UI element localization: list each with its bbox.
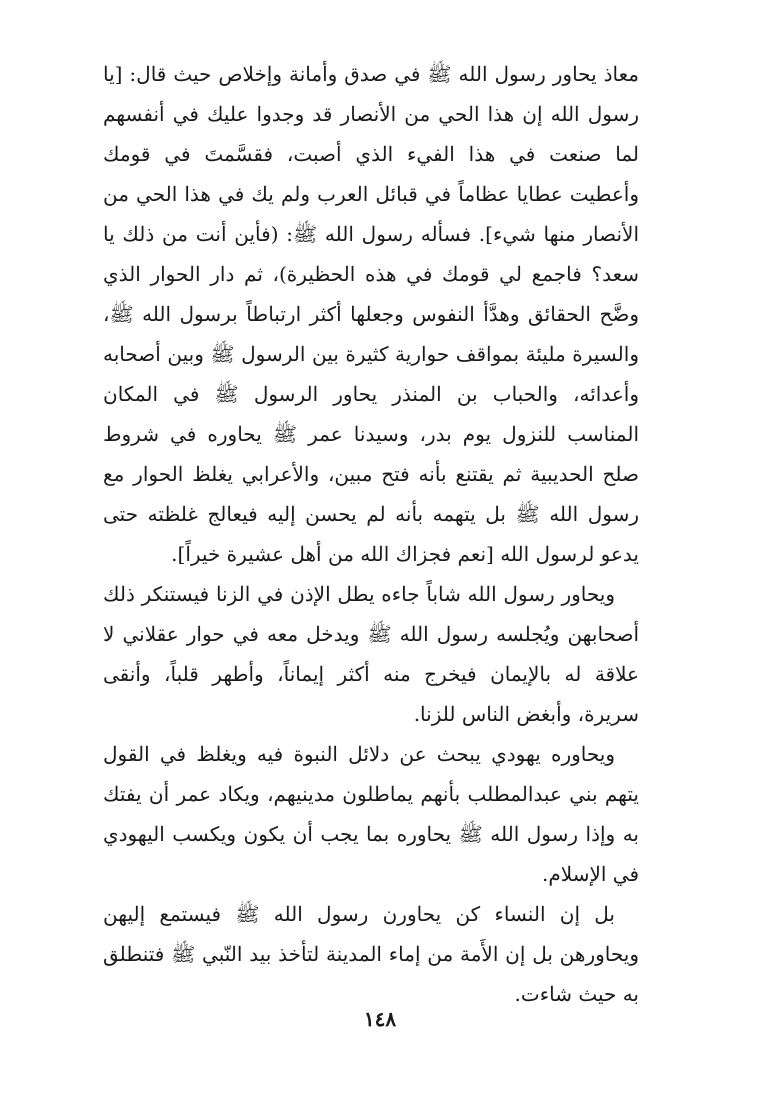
body-text: [103, 54, 639, 1014]
paragraph-3: ويحاوره يهودي يبحث عن دلائل النبوة فيه ويغلظ في القول يتهم بني عبدالمطلب بأنهم يماطلون مدينيهم، ويكاد عمر أن يفتك به وإذا رسول الله ﷺ يحاوره بما يجب أن يكون ويكسب اليهودي في الإسلام.: [103, 742, 639, 886]
paragraph-2: ويحاور رسول الله شاباً جاءه يطل الإذن في الزنا فيستنكر ذلك أصحابهن ويُجلسه رسول الله ﷺ ويدخل معه في حوار عقلاني لا علاقة له بالإيمان فيخرج منه أكثر إيماناً، وأطهر قلباً، وأنقى سريرة، وأبغض الناس للزنا.: [103, 582, 639, 726]
paragraph-1: معاذ يحاور رسول الله ﷺ في صدق وأمانة وإخلاص حيث قال: [يا رسول الله إن هذا الحي من الأنصار قد وجدوا عليك في أنفسهم لما صنعت في هذا الفيء الذي أصبت، فقسَّمتَ في قومك وأعطيت عطايا عظاماً في قبائل العرب ولم يك في هذا الحي من الأنصار منها شيء]. فسأله رسول الله ﷺ: (فأين أنت من ذلك يا سعد؟ فاجمع لي قومك في هذه الحظيرة)، ثم دار الحوار الذي وضَّح الحقائق وهدَّأ النفوس وجعلها أكثر ارتباطاً برسول الله ﷺ، والسيرة مليئة بمواقف حوارية كثيرة بين الرسول ﷺ وبين أصحابه وأعدائه، والحباب بن المنذر يحاور الرسول ﷺ في المكان المناسب للنزول يوم بدر، وسيدنا عمر ﷺ يحاوره في شروط صلح الحديبية ثم يقتنع بأنه فتح مبين، والأعرابي يغلظ الحوار مع رسول الله ﷺ بل يتهمه بأنه لم يحسن إليه فيعالج غلظته حتى يدعو لرسول الله [نعم فجزاك الله من أهل عشيرة خيراً].: [103, 62, 639, 566]
paragraph-4: بل إن النساء كن يحاورن رسول الله ﷺ فيستمع إليهن ويحاورهن بل إن الأَمة من إماء المدينة لتأخذ بيد النّبي ﷺ فتنطلق به حيث شاءت.: [103, 902, 639, 1006]
page-number: ١٤٨: [363, 1007, 397, 1031]
